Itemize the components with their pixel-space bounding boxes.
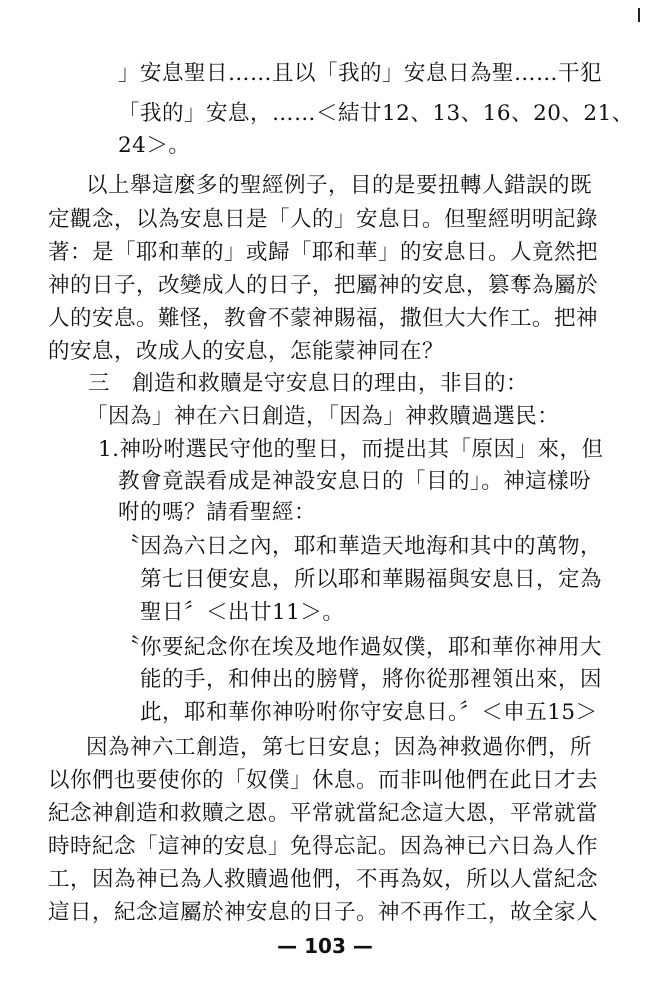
scripture-quote: 能的手，和伸出的膀臂，將你從那裡領出來，因 xyxy=(140,667,603,692)
text-line: 「我的」安息，……＜結廿12、13、16、20、21、 xyxy=(118,101,634,126)
section-heading: 三 創造和救贖是守安息日的理由，非目的： xyxy=(88,371,529,396)
text-line: 紀念神創造和救贖之恩。平常就當紀念這大恩，平常就當 xyxy=(48,801,599,826)
text-line: 「因為」神在六日創造，「因為」神救贖過選民： xyxy=(86,404,560,429)
text-line: 著：是「耶和華的」或歸「耶和華」的安息日。人竟然把 xyxy=(48,240,599,265)
text-line: 24＞。 xyxy=(118,133,191,158)
scripture-quote: 聖日〞＜出廿11＞。 xyxy=(140,600,345,625)
page-corner-mark xyxy=(638,8,640,22)
text-line: 因為神六工創造，第七日安息；因為神救過你們，所 xyxy=(86,735,593,760)
scripture-quote: 〝因為六日之內，耶和華造天地海和其中的萬物， xyxy=(118,534,603,559)
text-line: 教會竟誤看成是神設安息日的「目的」。神這樣吩 xyxy=(118,469,592,494)
scripture-quote: 此，耶和華你神吩咐你守安息日。〞＜申五15＞ xyxy=(140,700,598,725)
text-line: 咐的嗎？請看聖經： xyxy=(118,500,317,525)
text-line: 定觀念，以為安息日是「人的」安息日。但聖經明明記錄 xyxy=(48,207,599,232)
text-line: 以上舉這麼多的聖經例子，目的是要扭轉人錯誤的既 xyxy=(86,173,593,198)
numbered-item: 1.神吩咐選民守他的聖日，而提出其「原因」來，但 xyxy=(98,437,604,462)
text-line: 」安息聖日……且以「我的」安息日為聖……干犯 xyxy=(118,61,603,86)
scripture-quote: 第七日便安息，所以耶和華賜福與安息日，定為 xyxy=(140,567,603,592)
text-line: 人的安息。難怪，教會不蒙神賜福，撒但大大作工。把神 xyxy=(48,306,599,331)
text-line: 這日，紀念這屬於神安息的日子。神不再作工，故全家人 xyxy=(48,900,599,925)
text-line: 時時紀念「這神的安息」免得忘記。因為神已六日為人作 xyxy=(48,834,599,859)
text-line: 以你們也要使你的「奴僕」休息。而非叫他們在此日才去 xyxy=(48,768,599,793)
text-line: 工，因為神已為人救贖過他們，不再為奴，所以人當紀念 xyxy=(48,867,599,892)
page-number: — 103 — xyxy=(277,934,373,958)
scripture-quote: 〝你要紀念你在埃及地作過奴僕，耶和華你神用大 xyxy=(118,635,603,660)
text-line: 神的日子，改變成人的日子，把屬神的安息，篡奪為屬於 xyxy=(48,273,599,298)
text-line: 的安息，改成人的安息，怎能蒙神同在？ xyxy=(48,339,445,364)
